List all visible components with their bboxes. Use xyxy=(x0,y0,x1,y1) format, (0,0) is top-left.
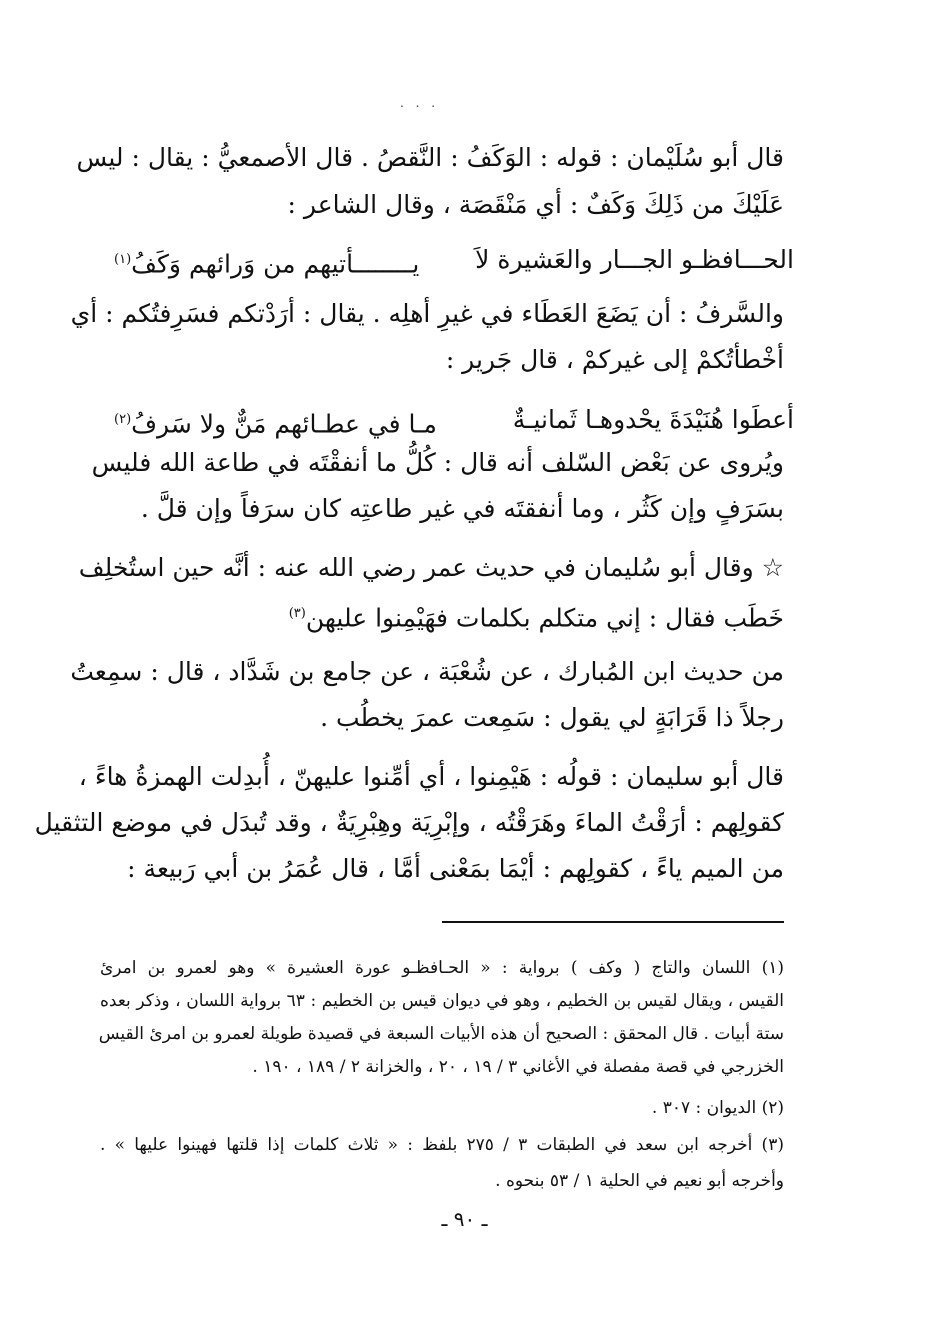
footnote-line: (٣) أخرجه ابن سعد في الطبقات ٣ / ٢٧٥ بلفظ : « ثلاث كلمات إذا قلتها فهينوا عليها » . xyxy=(100,1135,784,1155)
footnote-separator xyxy=(442,921,784,923)
verse-2-second-text: مـا في عطـائهم مَنٌّ ولا سَرفُ xyxy=(131,409,437,439)
text-line: قال أبو سُلَيْمان : قوله : الوَكَفُ : النَّقصُ . قال الأصمعيُّ : يقال : ليس xyxy=(76,143,784,172)
footnote-ref-1[interactable]: (١) xyxy=(114,252,132,267)
header-dots: . . . xyxy=(400,96,440,110)
text-line: بسَرَفٍ وإن كَثُر ، وما أنفقتَه في غير طاعتِه كان سرَفاً وإن قلَّ . xyxy=(140,494,784,523)
verse-1-first-hemistich: الحـــافظـو الجـــار والعَشيرة لاَ xyxy=(475,245,794,274)
text-line: من الميم ياءً ، كقولِهم : أيْمَا بمَعْنى أمَّا ، قال عُمَرُ بن أبي رَبيعة : xyxy=(127,854,784,883)
text-line: رجلاً ذا قَرَابَةٍ لي يقول : سَمِعت عمرَ يخطُب . xyxy=(320,703,784,732)
footnote-line: وأخرجه أبو نعيم في الحلية ١ / ٥٣ بنحوه . xyxy=(495,1171,784,1191)
text-fragment: خَطَب فقال : إني متكلم بكلمات فهَيْمِنوا عليهن xyxy=(305,603,784,633)
footnote-line: القيس ، ويقال لقيس بن الخطيم ، وهو في ديوان قيس بن الخطيم : ٦٣ برواية اللسان ، وذكر بعده xyxy=(100,991,784,1011)
verse-2 xyxy=(114,400,794,440)
footnote-line: (٢) الديوان : ٣٠٧ . xyxy=(651,1098,784,1118)
footnote-line: ستة أبيات . قال المحقق : الصحيح أن هذه الأبيات السبعة في قصيدة طويلة لعمرو بن امرئ القيس xyxy=(98,1024,784,1044)
text-line: قال أبو سليمان : قولُه : هَيْمِنوا ، أي أمِّنوا عليهنّ ، أُبدِلت الهمزةُ هاءً ، xyxy=(78,762,784,791)
verse-2-second-hemistich xyxy=(114,400,437,444)
verse-1-second-text: يــــــــأتيهم من وَرائهم وَكَفُ xyxy=(131,249,420,279)
text-line: عَلَيْكَ من ذَلِكَ وَكَفٌ : أي مَنْقَصَة ، وقال الشاعر : xyxy=(287,190,784,219)
verse-1 xyxy=(114,240,794,280)
verse-1-second-hemistich xyxy=(114,240,419,284)
text-line: كقولِهم : أرَقْتُ الماءَ وهَرَقْتُه ، وإبْرِيَة وهِبْرِيَةٌ ، وقد تُبدَل في موضع التثقيل xyxy=(34,808,784,837)
text-line: من حديث ابن المُبارك ، عن شُعْبَة ، عن جامع بن شَدَّاد ، قال : سمِعتُ xyxy=(70,657,784,686)
text-line: ويُروى عن بَعْض السّلف أنه قال : كُلُّ ما أنفقْتَه في طاعة الله فليس xyxy=(91,448,784,477)
text-line: أخْطأتُكمْ إلى غيركمْ ، قال جَرير : xyxy=(445,345,784,374)
text-line: ☆ وقال أبو سُليمان في حديث عمر رضي الله عنه : أنَّه حين استُخلِف xyxy=(78,553,784,582)
footnote-ref-2[interactable]: (٢) xyxy=(114,412,132,427)
text-line: والسَّرفُ : أن يَضَعَ العَطَاء في غيرِ أهلِه . يقال : أرَدْتكم فسَرِفتُكم : أي xyxy=(70,299,784,328)
footnote-ref-3[interactable]: (٣) xyxy=(288,606,306,621)
verse-2-first-hemistich: أعطَوا هُنَيْدَةَ يحْدوهـا ثَمانيـةٌ xyxy=(512,405,794,434)
text-line xyxy=(114,594,784,638)
page-number: ـ ٩٠ ـ xyxy=(441,1207,488,1231)
footnote-line: (١) اللسان والتاج ( وكف ) برواية : « الحـافظـو عورة العشيرة » وهو لعمرو بن امرئ xyxy=(100,958,784,978)
footnote-line: الخزرجي في قصة مفصلة في الأغاني ٣ / ١٩ ، ٢٠ ، والخزانة ٢ / ١٨٩ ، ١٩٠ . xyxy=(252,1057,784,1077)
